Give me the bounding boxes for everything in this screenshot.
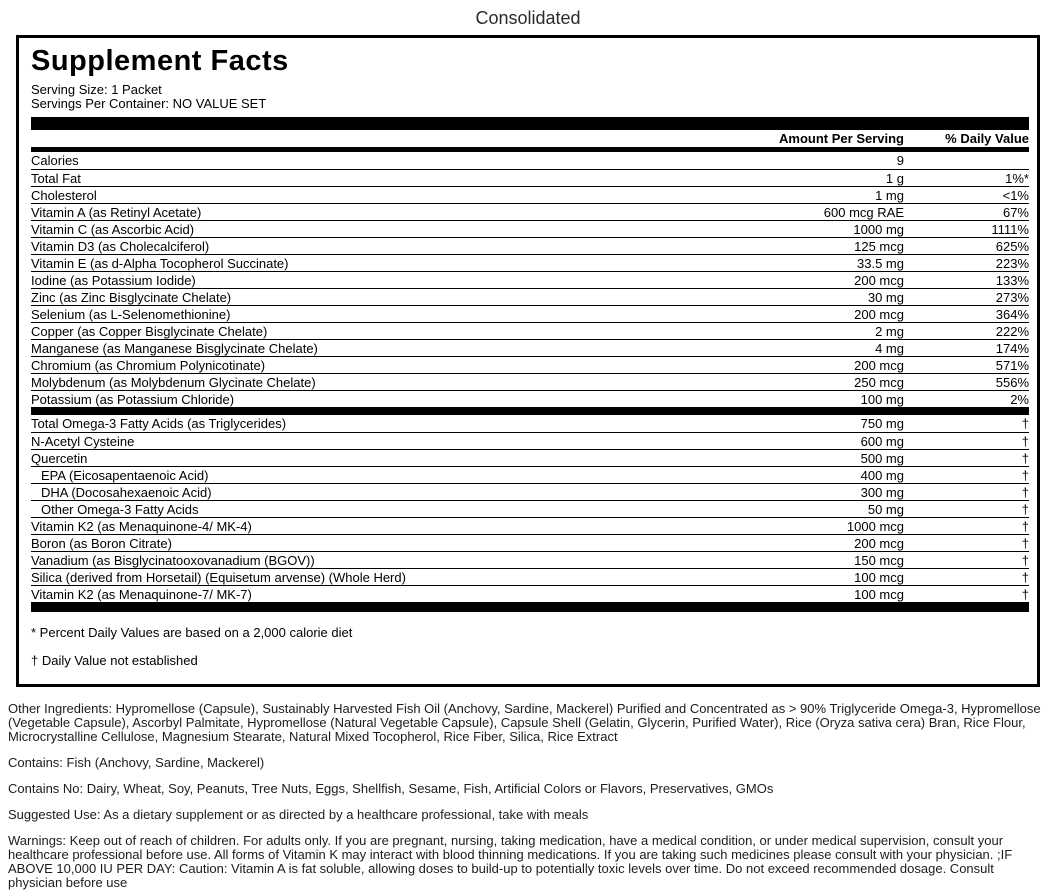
nutrient-daily-value: †	[1021, 501, 1029, 517]
info-paragraph: Other Ingredients: Hypromellose (Capsule), Sustainably Harvested Fish Oil (Anchovy, Sardine, Mackerel) Purified and Concentrated as > 90% Triglyceride Omega-3, Hypromellose (Vegetable Capsule), Ascorbyl Palmitate, Hypromellose (Natural Vegetable Capsule), Capsule Shell (Gelatin, Glycerin, Purified Water), Rice (Oryza sativa cera) Bran, Rice Flour, Microcrystalline Cellulose, Magnesium Stearate, Natural Mixed Tocopherol, Rice Fiber, Silica, Rice Extract	[8, 701, 1041, 744]
table-row	[31, 390, 1029, 407]
serving-size: Serving Size: 1 Packet	[31, 82, 162, 97]
nutrient-name: Quercetin	[31, 450, 88, 466]
nutrient-daily-value: 1%*	[1005, 170, 1029, 186]
nutrient-daily-value: 571%	[995, 357, 1029, 373]
nutrient-name: Silica (derived from Horsetail) (Equisetum arvense) (Whole Herd)	[31, 569, 406, 585]
nutrient-amount: 1000 mcg	[846, 518, 904, 534]
nutrient-amount: 200 mcg	[854, 306, 904, 322]
divider-bar-section	[31, 407, 1029, 415]
info-paragraph: Contains: Fish (Anchovy, Sardine, Mackerel)	[8, 755, 265, 770]
nutrient-amount: 1 mg	[875, 187, 904, 203]
nutrient-name: Vitamin K2 (as Menaquinone-7/ MK-7)	[31, 586, 252, 602]
table-row	[31, 254, 1029, 271]
nutrient-daily-value: 273%	[995, 289, 1029, 305]
footnote: † Daily Value not established	[31, 653, 198, 668]
nutrient-amount: 50 mg	[867, 501, 904, 517]
nutrient-daily-value: 67%	[1002, 204, 1029, 220]
nutrient-name: Total Omega-3 Fatty Acids (as Triglycerides)	[31, 416, 287, 431]
nutrient-name: Other Omega-3 Fatty Acids	[41, 501, 199, 517]
nutrient-daily-value: 2%	[1010, 391, 1029, 407]
nutrient-amount: 4 mg	[875, 340, 904, 356]
nutrient-name: Potassium (as Potassium Chloride)	[31, 391, 235, 407]
nutrient-daily-value: †	[1021, 416, 1029, 431]
nutrient-amount: 150 mcg	[854, 552, 904, 568]
nutrient-daily-value: 222%	[995, 323, 1029, 339]
nutrient-amount: 2 mg	[875, 323, 904, 339]
divider-bar-bottom	[31, 602, 1029, 612]
table-row	[31, 568, 1029, 585]
table-row	[31, 585, 1029, 602]
nutrient-daily-value: 556%	[995, 374, 1029, 390]
nutrient-name: DHA (Docosahexaenoic Acid)	[41, 484, 212, 500]
nutrient-amount: 100 mcg	[854, 569, 904, 585]
table-row	[31, 449, 1029, 466]
nutrient-daily-value: 364%	[995, 306, 1029, 322]
nutrient-name: Vitamin C (as Ascorbic Acid)	[31, 221, 195, 237]
column-header-amount: Amount Per Serving	[779, 131, 904, 146]
nutrient-name: Chromium (as Chromium Polynicotinate)	[31, 357, 266, 373]
nutrient-table-section-1	[31, 152, 1029, 407]
table-row	[31, 203, 1029, 220]
nutrient-name: Iodine (as Potassium Iodide)	[31, 272, 196, 288]
page-title: Consolidated	[475, 8, 581, 28]
nutrient-name: Molybdenum (as Molybdenum Glycinate Chelate)	[31, 374, 316, 390]
table-row	[31, 500, 1029, 517]
table-row	[31, 271, 1029, 288]
table-row	[31, 415, 1029, 432]
nutrient-daily-value: †	[1021, 518, 1029, 534]
nutrient-daily-value: 625%	[995, 238, 1029, 254]
table-row	[31, 186, 1029, 203]
table-row	[31, 356, 1029, 373]
nutrient-name: Selenium (as L-Selenomethionine)	[31, 306, 231, 322]
nutrient-amount: 200 mcg	[854, 535, 904, 551]
nutrient-name: Zinc (as Zinc Bisglycinate Chelate)	[31, 289, 232, 305]
nutrient-amount: 1 g	[885, 170, 904, 186]
nutrient-amount: 400 mg	[860, 467, 904, 483]
nutrient-name: Cholesterol	[31, 187, 97, 203]
table-row	[31, 322, 1029, 339]
nutrient-amount: 750 mg	[860, 416, 904, 431]
nutrient-name: Manganese (as Manganese Bisglycinate Chelate)	[31, 340, 318, 356]
nutrient-name: Vanadium (as Bisglycinatooxovanadium (BGOV))	[31, 552, 315, 568]
info-paragraph: Warnings: Keep out of reach of children. For adults only. If you are pregnant, nursing, taking medication, have a medical condition, or under medical supervision, consult your healthcare professional before use. All forms of Vitamin K may interact with blood thinning medications. If you are taking such medicines please consult with your physician. ;IF ABOVE 10,000 IU PER DAY: Caution: Vitamin A is fat soluble, allowing doses to build-up to potentially toxic levels over time. Do not exceed recommended dosage. Consult physician before use	[8, 833, 1013, 890]
table-row	[31, 220, 1029, 237]
table-row	[31, 152, 1029, 169]
nutrient-table-section-2	[31, 415, 1029, 602]
nutrient-name: Vitamin A (as Retinyl Acetate)	[31, 204, 202, 220]
servings-per-container: Servings Per Container: NO VALUE SET	[31, 96, 267, 111]
nutrient-daily-value: †	[1021, 484, 1029, 500]
nutrient-daily-value: 1111%	[991, 221, 1029, 237]
footnote: * Percent Daily Values are based on a 2,000 calorie diet	[31, 625, 353, 640]
nutrient-name: Vitamin E (as d-Alpha Tocopherol Succinate)	[31, 255, 289, 271]
nutrient-amount: 600 mcg RAE	[823, 204, 904, 220]
column-header-daily-value: % Daily Value	[945, 131, 1029, 146]
nutrient-daily-value: 223%	[995, 255, 1029, 271]
table-row	[31, 237, 1029, 254]
nutrient-amount: 200 mcg	[854, 357, 904, 373]
table-row	[31, 534, 1029, 551]
info-paragraph: Suggested Use: As a dietary supplement or as directed by a healthcare professional, take with meals	[8, 807, 589, 822]
table-row	[31, 339, 1029, 356]
table-row	[31, 288, 1029, 305]
nutrient-name: EPA (Eicosapentaenoic Acid)	[41, 467, 209, 483]
footnotes	[31, 625, 1029, 668]
nutrient-daily-value: †	[1021, 450, 1029, 466]
info-paragraphs	[8, 702, 1048, 890]
nutrient-amount: 600 mg	[860, 433, 904, 449]
nutrient-amount: 100 mcg	[854, 586, 904, 602]
nutrient-daily-value: †	[1021, 552, 1029, 568]
nutrient-name: Vitamin D3 (as Cholecalciferol)	[31, 238, 210, 254]
table-row	[31, 169, 1029, 186]
table-row	[31, 483, 1029, 500]
nutrient-daily-value: †	[1021, 569, 1029, 585]
nutrient-name: N-Acetyl Cysteine	[31, 433, 135, 449]
table-row	[31, 432, 1029, 449]
nutrient-name: Calories	[31, 153, 79, 168]
table-row	[31, 373, 1029, 390]
nutrient-amount: 250 mcg	[854, 374, 904, 390]
table-row	[31, 305, 1029, 322]
table-row	[31, 551, 1029, 568]
nutrient-daily-value: †	[1021, 433, 1029, 449]
nutrient-amount: 125 mcg	[854, 238, 904, 254]
nutrient-daily-value: †	[1021, 535, 1029, 551]
nutrient-amount: 500 mg	[860, 450, 904, 466]
supplement-facts-panel	[16, 35, 1040, 687]
nutrient-daily-value: 133%	[995, 272, 1029, 288]
column-header-row	[31, 130, 1029, 147]
info-paragraph: Contains No: Dairy, Wheat, Soy, Peanuts, Tree Nuts, Eggs, Shellfish, Sesame, Fish, Artificial Colors or Flavors, Preservatives, GMOs	[8, 781, 774, 796]
nutrient-daily-value: †	[1021, 586, 1029, 602]
nutrient-daily-value: †	[1021, 467, 1029, 483]
nutrient-amount: 300 mg	[860, 484, 904, 500]
nutrient-amount: 200 mcg	[854, 272, 904, 288]
nutrient-amount: 30 mg	[867, 289, 904, 305]
nutrient-daily-value: 174%	[995, 340, 1029, 356]
nutrient-name: Total Fat	[31, 170, 81, 186]
nutrient-amount: 9	[896, 153, 904, 168]
nutrient-daily-value: <1%	[1002, 187, 1029, 203]
nutrient-amount: 1000 mg	[853, 221, 904, 237]
supplement-facts-title: Supplement Facts	[31, 45, 289, 77]
nutrient-amount: 100 mg	[860, 391, 904, 407]
nutrient-amount: 33.5 mg	[857, 255, 904, 271]
divider-bar-top	[31, 117, 1029, 130]
nutrient-name: Vitamin K2 (as Menaquinone-4/ MK-4)	[31, 518, 252, 534]
nutrient-name: Boron (as Boron Citrate)	[31, 535, 172, 551]
table-row	[31, 466, 1029, 483]
nutrient-name: Copper (as Copper Bisglycinate Chelate)	[31, 323, 268, 339]
table-row	[31, 517, 1029, 534]
